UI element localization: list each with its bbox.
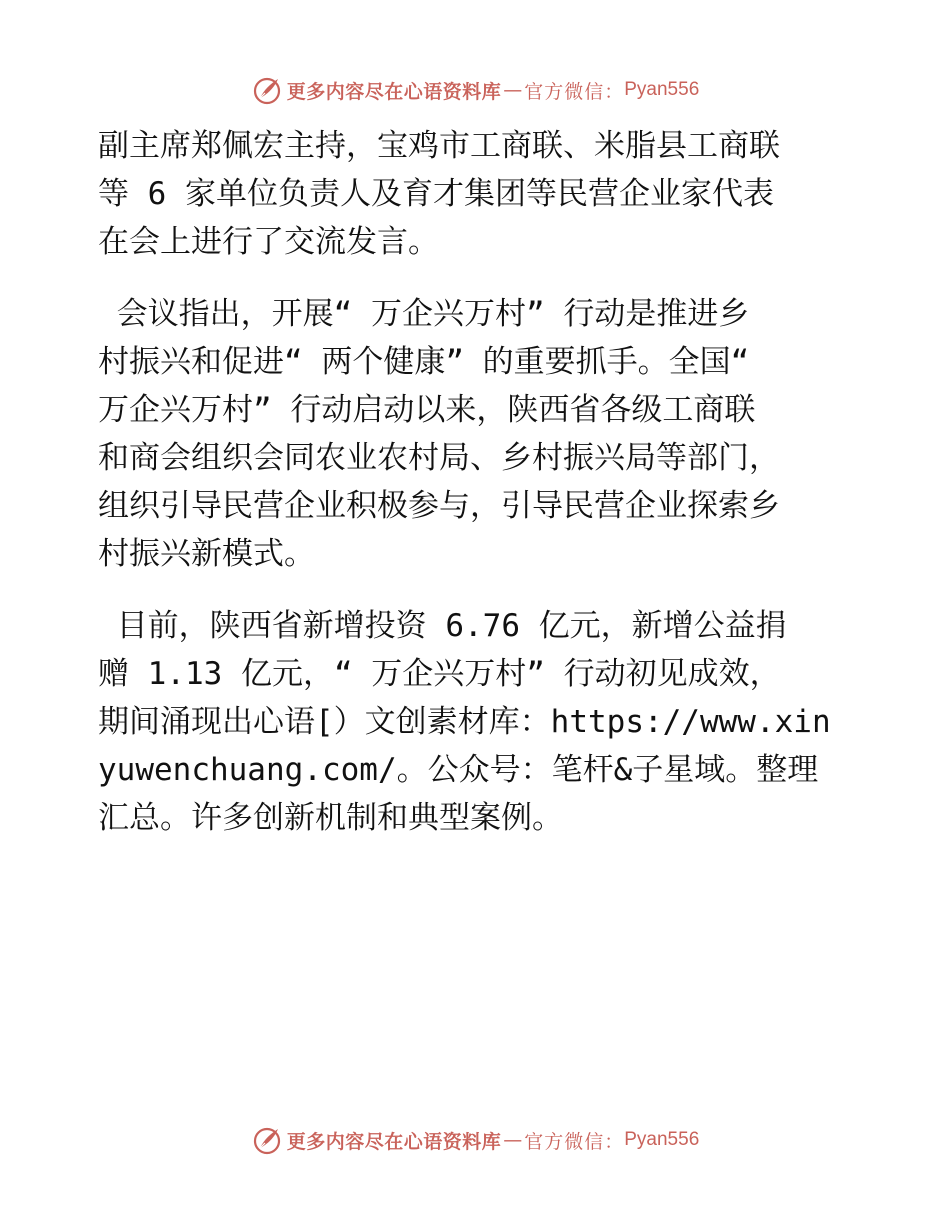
text-line: 和商会组织会同农业农村局、乡村振兴局等部门， bbox=[98, 440, 780, 476]
text-line: 汇总。许多创新机制和典型案例。 bbox=[98, 800, 563, 836]
paragraph bbox=[98, 602, 858, 842]
text-line: 赠 1.13 亿元，“ 万企兴万村” 行动初见成效， bbox=[98, 656, 781, 692]
text-line: 村振兴新模式。 bbox=[98, 536, 315, 572]
footer-dash: — bbox=[503, 1129, 523, 1151]
text-line: 目前，陕西省新增投资 6.76 亿元，新增公益捐 bbox=[98, 608, 787, 644]
header-banner bbox=[0, 70, 950, 110]
paragraph bbox=[98, 290, 858, 578]
header-official-label: 官方微信： bbox=[524, 80, 625, 103]
text-line: 会议指出，开展“ 万企兴万村” 行动是推进乡 bbox=[98, 296, 750, 332]
quill-logo-icon bbox=[251, 74, 283, 106]
header-wechat-id: Pyan556 bbox=[624, 79, 700, 100]
paragraph bbox=[98, 122, 858, 266]
text-line: 在会上进行了交流发言。 bbox=[98, 224, 439, 260]
header-slogan: 更多内容尽在心语资料库 bbox=[286, 80, 502, 103]
text-line: 期间涌现出心语[）文创素材库：https://www.xin bbox=[98, 704, 831, 740]
quill-logo-icon bbox=[251, 1124, 283, 1156]
text-line: 村振兴和促进“ 两个健康” 的重要抓手。全国“ bbox=[98, 344, 750, 380]
footer-slogan: 更多内容尽在心语资料库 bbox=[286, 1130, 502, 1153]
footer-banner bbox=[0, 1120, 950, 1160]
text-line: yuwenchuang.com/。公众号：笔杆&子星域。整理 bbox=[98, 752, 819, 788]
text-line: 组织引导民营企业积极参与，引导民营企业探索乡 bbox=[98, 488, 780, 524]
footer-official-label: 官方微信： bbox=[524, 1130, 625, 1153]
text-line: 等 6 家单位负责人及育才集团等民营企业家代表 bbox=[98, 176, 774, 212]
text-line: 万企兴万村” 行动启动以来，陕西省各级工商联 bbox=[98, 392, 756, 428]
document-body bbox=[98, 122, 858, 842]
text-line: 副主席郑佩宏主持，宝鸡市工商联、米脂县工商联 bbox=[98, 128, 780, 164]
header-dash: — bbox=[503, 79, 523, 101]
footer-wechat-id: Pyan556 bbox=[624, 1129, 700, 1150]
